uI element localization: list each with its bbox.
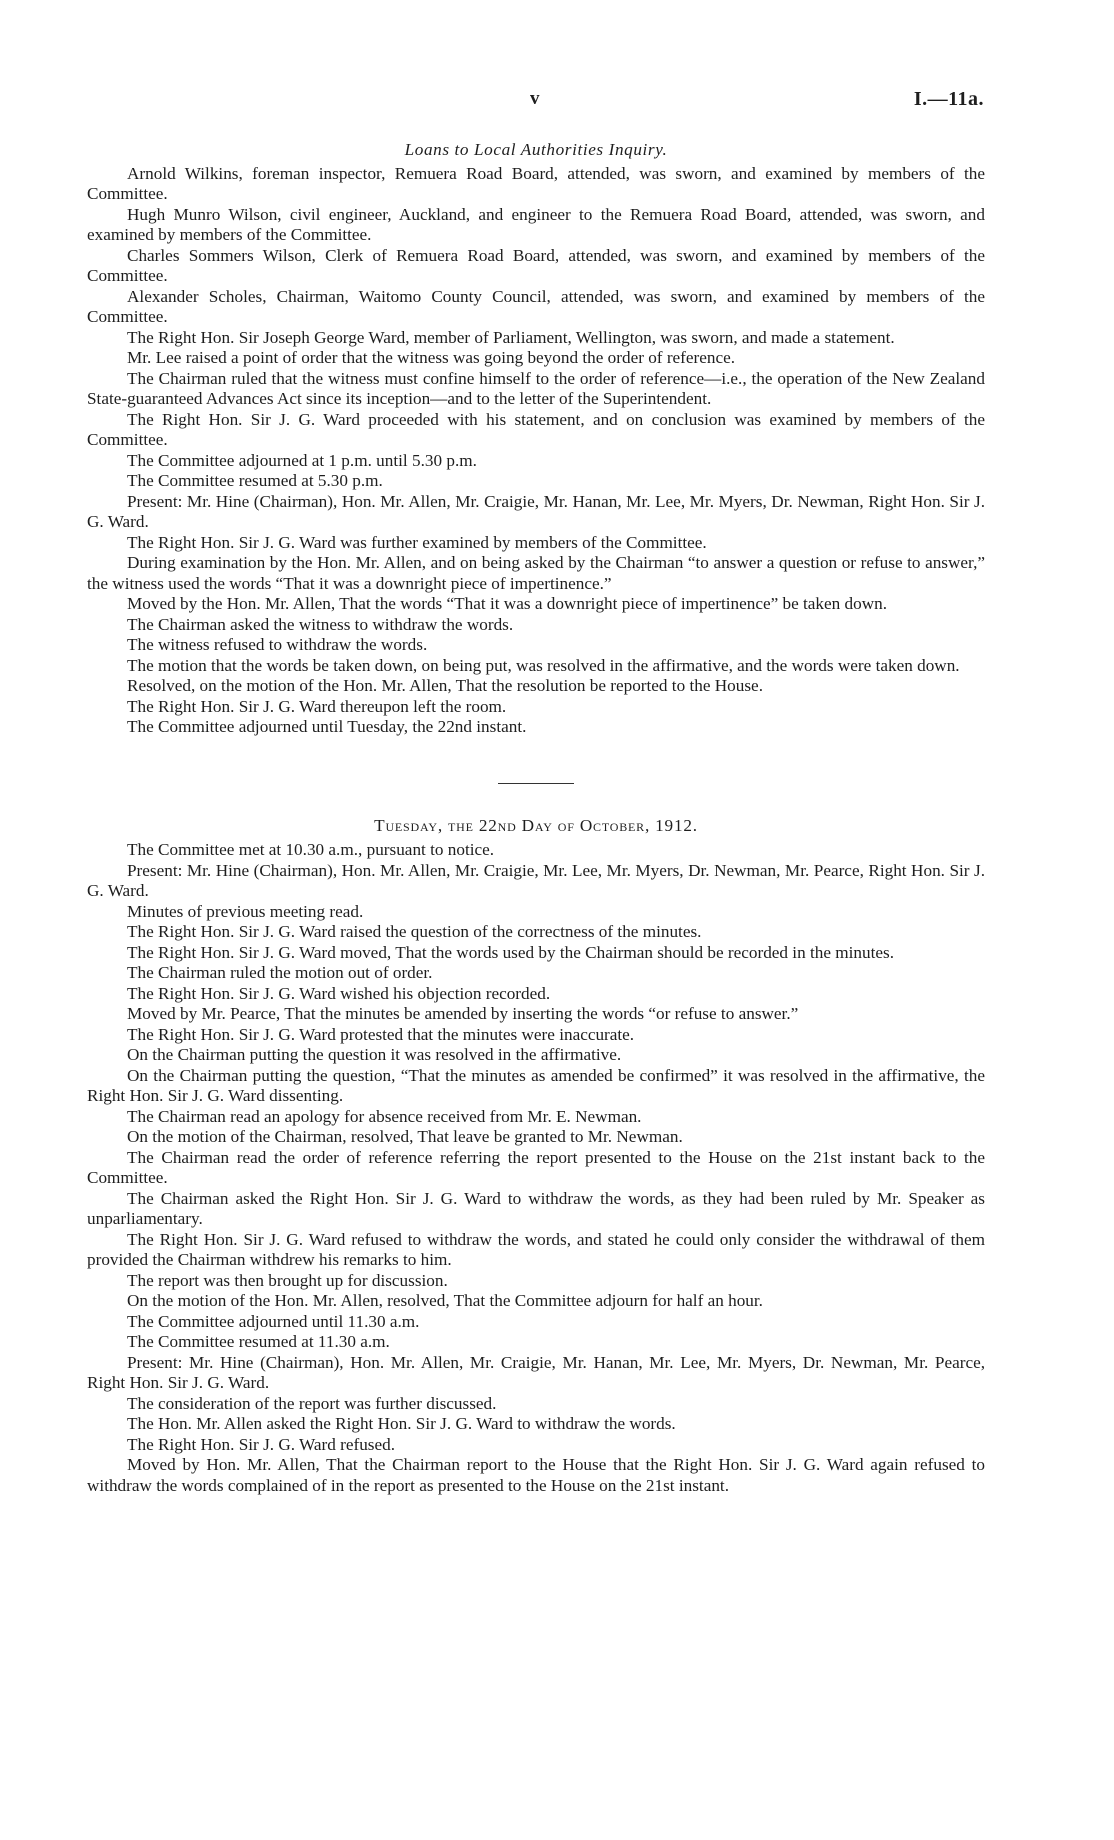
section-two-minutes	[87, 840, 985, 1496]
minute-paragraph: Charles Sommers Wilson, Clerk of Remuera Road Board, attended, was sworn, and examined by members of the Committee.	[87, 245, 985, 285]
minute-paragraph: During examination by the Hon. Mr. Allen, and on being asked by the Chairman “to answer a question or refuse to answer,” the witness used the words “That it was a downright piece of impertinence.”	[87, 553, 985, 593]
minute-paragraph: The witness refused to withdraw the words.	[127, 635, 428, 654]
minute-paragraph: Present: Mr. Hine (Chairman), Hon. Mr. Allen, Mr. Craigie, Mr. Hanan, Mr. Lee, Mr. Myers, Dr. Newman, Mr. Pearce, Right Hon. Sir J. G. Ward.	[87, 1352, 985, 1392]
minute-paragraph: The Right Hon. Sir J. G. Ward protested that the minutes were inaccurate.	[127, 1024, 635, 1044]
minute-paragraph: The Right Hon. Sir J. G. Ward wished his objection recorded.	[127, 983, 551, 1003]
minute-paragraph: The Chairman read an apology for absence received from Mr. E. Newman.	[127, 1106, 642, 1126]
minute-paragraph: The Right Hon. Sir Joseph George Ward, member of Parliament, Wellington, was sworn, and made a statement.	[127, 327, 895, 347]
minute-paragraph: On the Chairman putting the question, “That the minutes as amended be confirmed” it was resolved in the affirmative, the Right Hon. Sir J. G. Ward dissenting.	[87, 1065, 985, 1105]
minute-paragraph: Resolved, on the motion of the Hon. Mr. Allen, That the resolution be reported to the House.	[127, 676, 763, 695]
minute-paragraph: Present: Mr. Hine (Chairman), Hon. Mr. Allen, Mr. Craigie, Mr. Lee, Mr. Myers, Dr. Newman, Mr. Pearce, Right Hon. Sir J. G. Ward.	[87, 860, 985, 900]
minute-paragraph: The Committee resumed at 5.30 p.m.	[127, 471, 383, 490]
page-header	[0, 88, 1114, 118]
minute-paragraph: Mr. Lee raised a point of order that the witness was going beyond the order of reference.	[127, 348, 736, 367]
section-one-minutes	[87, 164, 985, 738]
minute-paragraph: Moved by the Hon. Mr. Allen, That the words “That it was a downright piece of impertinence” be taken down.	[127, 594, 888, 613]
minute-paragraph: The Committee adjourned at 1 p.m. until 5.30 p.m.	[127, 450, 477, 470]
minute-paragraph: The Committee adjourned until 11.30 a.m.	[127, 1311, 420, 1331]
minute-paragraph: Minutes of previous meeting read.	[127, 901, 364, 921]
minute-paragraph: The Chairman asked the witness to withdraw the words.	[127, 614, 514, 634]
minute-paragraph: Alexander Scholes, Chairman, Waitomo County Council, attended, was sworn, and examined by members of the Committee.	[87, 286, 985, 326]
minute-paragraph: The Right Hon. Sir J. G. Ward moved, That the words used by the Chairman should be recorded in the minutes.	[127, 942, 894, 962]
minute-paragraph: Moved by Mr. Pearce, That the minutes be amended by inserting the words “or refuse to answer.”	[127, 1004, 799, 1023]
document-body	[87, 140, 985, 1496]
minute-paragraph: The Committee met at 10.30 a.m., pursuant to notice.	[127, 840, 495, 859]
paper-reference: I.—11a.	[913, 88, 984, 110]
minute-paragraph: Hugh Munro Wilson, civil engineer, Auckland, and engineer to the Remuera Road Board, attended, was sworn, and examined by members of the Committee.	[87, 204, 985, 244]
minute-paragraph: The motion that the words be taken down, on being put, was resolved in the affirmative, and the words were taken down.	[127, 655, 960, 675]
minute-paragraph: The Right Hon. Sir J. G. Ward refused.	[127, 1434, 396, 1454]
section-divider	[498, 783, 574, 784]
minute-paragraph: On the Chairman putting the question it was resolved in the affirmative.	[127, 1045, 622, 1064]
page-number: v	[530, 88, 540, 109]
minute-paragraph: On the motion of the Chairman, resolved, That leave be granted to Mr. Newman.	[127, 1127, 683, 1146]
minute-paragraph: The Chairman read the order of reference referring the report presented to the House on the 21st instant back to the Committee.	[87, 1147, 985, 1187]
section-title: Loans to Local Authorities Inquiry.	[404, 140, 668, 159]
minute-paragraph: The Right Hon. Sir J. G. Ward thereupon left the room.	[127, 696, 507, 716]
minute-paragraph: The report was then brought up for discussion.	[127, 1270, 448, 1290]
minute-paragraph: Arnold Wilkins, foreman inspector, Remuera Road Board, attended, was sworn, and examined by members of the Committee.	[87, 163, 985, 203]
minute-paragraph: The Right Hon. Sir J. G. Ward raised the question of the correctness of the minutes.	[127, 922, 702, 941]
minute-paragraph: The consideration of the report was further discussed.	[127, 1393, 497, 1413]
minute-paragraph: The Chairman asked the Right Hon. Sir J. G. Ward to withdraw the words, as they had been ruled by Mr. Speaker as unparliamentary.	[87, 1188, 985, 1228]
minute-paragraph: The Committee adjourned until Tuesday, the 22nd instant.	[127, 717, 527, 736]
minute-paragraph: Moved by Hon. Mr. Allen, That the Chairman report to the House that the Right Hon. Sir J. G. Ward again refused to withdraw the words complained of in the report as presented to the House on the 21st instant.	[87, 1455, 985, 1495]
minute-paragraph: On the motion of the Hon. Mr. Allen, resolved, That the Committee adjourn for half an hour.	[127, 1291, 763, 1310]
minute-paragraph: The Right Hon. Sir J. G. Ward proceeded with his statement, and on conclusion was examined by members of the Committee.	[87, 409, 985, 449]
minute-paragraph: The Hon. Mr. Allen asked the Right Hon. Sir J. G. Ward to withdraw the words.	[127, 1414, 676, 1433]
minute-paragraph: The Committee resumed at 11.30 a.m.	[127, 1332, 390, 1351]
minute-paragraph: The Right Hon. Sir J. G. Ward was further examined by members of the Committee.	[127, 532, 707, 552]
minute-paragraph: The Chairman ruled the motion out of order.	[127, 963, 433, 982]
minute-paragraph: The Right Hon. Sir J. G. Ward refused to withdraw the words, and stated he could only consider the withdrawal of them provided the Chairman withdrew his remarks to him.	[87, 1229, 985, 1269]
day-heading: Tuesday, the 22nd Day of October, 1912.	[374, 815, 698, 835]
minute-paragraph: The Chairman ruled that the witness must confine himself to the order of reference—i.e., the operation of the New Zealand State-guaranteed Advances Act since its inception—and to the letter of the Superintendent.	[87, 368, 985, 408]
minute-paragraph: Present: Mr. Hine (Chairman), Hon. Mr. Allen, Mr. Craigie, Mr. Hanan, Mr. Lee, Mr. Myers, Dr. Newman, Right Hon. Sir J. G. Ward.	[87, 491, 985, 531]
